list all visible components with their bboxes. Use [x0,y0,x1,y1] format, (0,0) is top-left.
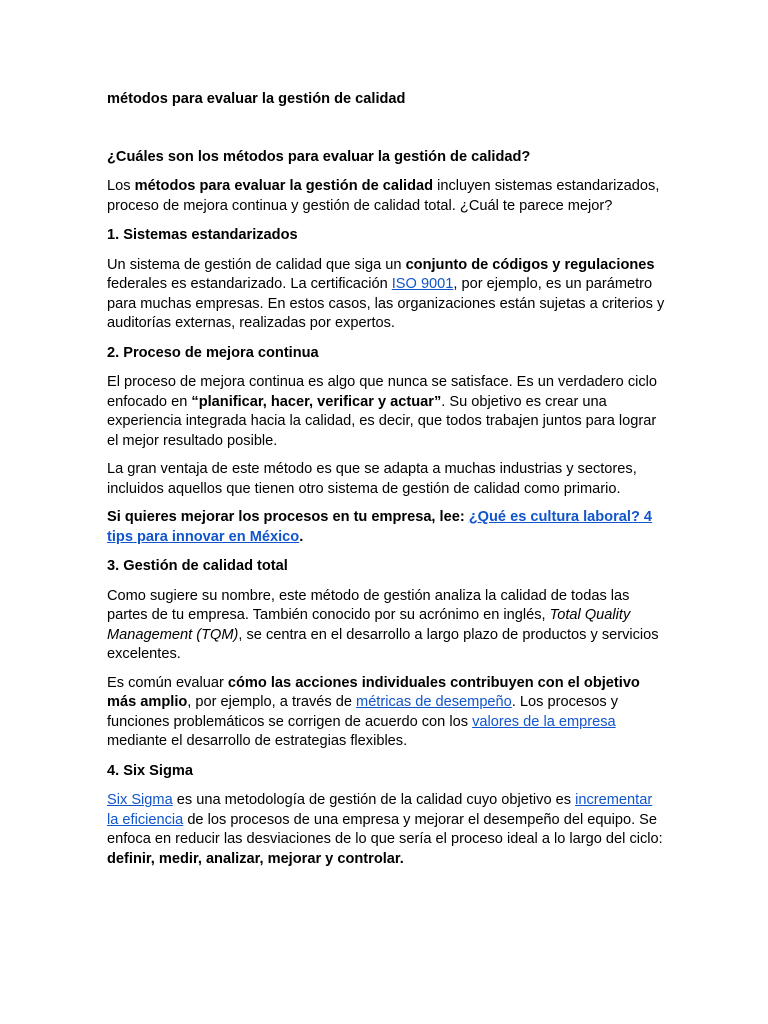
section-3-heading: 3. Gestión de calidad total [107,558,288,574]
document-body [107,90,667,869]
tqm-italic: Total Quality Management (TQM) [107,607,631,643]
intro-paragraph: Los métodos para evaluar la gestión de calidad incluyen sistemas estandarizados, proceso de mejora continua y gestión de calidad total. ¿Cuál te parece mejor? [107,178,660,214]
section-2-paragraph-2: La gran ventaja de este método es que se adapta a muchas industrias y sectores, incluidos aquellos que tienen otro sistema de gestión de calidad como primario. [107,461,637,497]
section-2-heading: 2. Proceso de mejora continua [107,344,319,361]
section-4-bold: definir, medir, analizar, mejorar y controlar. [107,850,404,867]
section-3-paragraph-1: Como sugiere su nombre, este método de gestión analiza la calidad de todas las partes de tu empresa. También conocido por su acrónimo en inglés, Total Quality Management (TQM), se centra en el desarrollo a largo plazo de productos y servicios excelentes. [107,587,659,662]
question-heading: ¿Cuáles son los métodos para evaluar la gestión de calidad? [107,148,531,165]
section-3-bold: cómo las acciones individuales contribuyen con el objetivo más amplio [107,674,640,710]
section-1-paragraph: Un sistema de gestión de calidad que siga un conjunto de códigos y regulaciones federales es estandarizado. La certificación ISO 9001, por ejemplo, es un parámetro para muchas empresas. En estos casos, las organizaciones están sujetas a criterios y auditorías externas, realizadas por expertos. [107,256,665,331]
intro-bold: métodos para evaluar la gestión de calidad [134,178,434,194]
section-2-bold: “planificar, hacer, verificar y actuar” [191,393,442,410]
incrementar-eficiencia-link[interactable]: incrementar la eficiencia [107,792,653,828]
document-title: métodos para evaluar la gestión de calidad [107,91,406,107]
iso-9001-link[interactable]: ISO 9001 [391,276,454,292]
section-4-heading: 4. Six Sigma [107,762,193,779]
metricas-desempeno-link[interactable]: métricas de desempeño [356,694,512,710]
cultura-laboral-link[interactable]: ¿Qué es cultura laboral? 4 tips para innovar en México [107,509,653,545]
section-1-heading: 1. Sistemas estandarizados [107,227,298,243]
section-2-paragraph-1: El proceso de mejora continua es algo que nunca se satisface. Es un verdadero ciclo enfocado en “planificar, hacer, verificar y actuar”. Su objetivo es crear una experiencia integrada hacia la calidad, es decir, que todos trabajen juntos para lograr el mejor resultado posible. [107,374,658,449]
section-3-paragraph-2: Es común evaluar cómo las acciones individuales contribuyen con el objetivo más amplio, por ejemplo, a través de métricas de desempeño. Los procesos y funciones problemáticos se corrigen de acuerdo con los valores de la empresa mediante el desarrollo de estrategias flexibles. [107,674,640,749]
cta-paragraph: Si quieres mejorar los procesos en tu empresa, lee: ¿Qué es cultura laboral? 4 tips para innovar en México. [107,509,653,545]
cta-text: Si quieres mejorar los procesos en tu empresa, lee: [107,509,469,525]
valores-empresa-link[interactable]: valores de la empresa [472,713,616,730]
six-sigma-link[interactable]: Six Sigma [107,792,173,808]
section-4-paragraph: Six Sigma es una metodología de gestión de la calidad cuyo objetivo es incrementar la eficiencia de los procesos de una empresa y mejorar el desempeño del equipo. Se enfoca en reducir las desviaciones de lo que sería el proceso ideal a lo largo del ciclo: definir, medir, analizar, mejorar y controlar. [107,792,663,867]
section-1-bold: conjunto de códigos y regulaciones [405,256,655,273]
